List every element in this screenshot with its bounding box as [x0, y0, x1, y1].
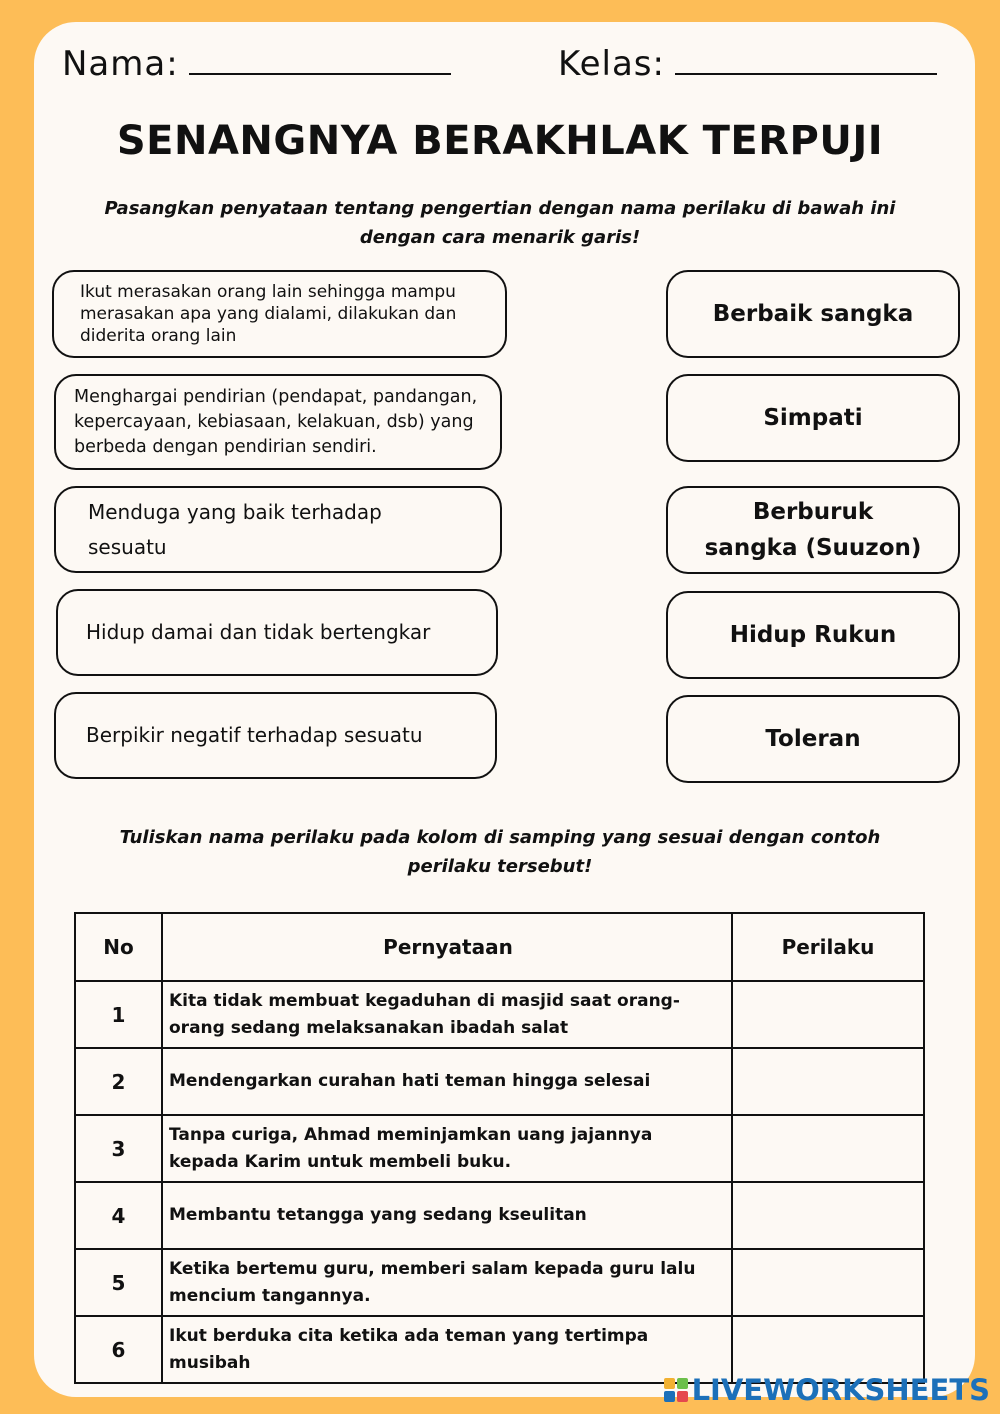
- answer-cell[interactable]: [732, 1115, 924, 1182]
- column-header-no: No: [75, 913, 162, 981]
- term-text: Simpati: [763, 405, 863, 431]
- definition-box-3[interactable]: [54, 486, 502, 573]
- row-number: 4: [75, 1182, 162, 1249]
- definition-text: Berpikir negatif terhadap sesuatu: [86, 723, 423, 747]
- definition-box-1[interactable]: [52, 270, 507, 358]
- definition-box-4[interactable]: [56, 589, 498, 676]
- name-label: Nama:: [62, 44, 179, 84]
- table-row: [75, 1182, 924, 1249]
- term-box-2[interactable]: [666, 374, 960, 462]
- definition-text: Menghargai pendirian (pendapat, pandangan, kepercayaan, kebiasaan, kelakuan, dsb) yang berbeda dengan pendirian sendiri.: [74, 386, 478, 457]
- term-box-5[interactable]: [666, 695, 960, 783]
- table-row: [75, 981, 924, 1048]
- answer-cell[interactable]: [732, 1048, 924, 1115]
- term-text: Berburuk sangka (Suuzon): [704, 499, 922, 561]
- row-statement: Kita tidak membuat kegaduhan di masjid saat orang-orang sedang melaksanakan ibadah salat: [162, 981, 732, 1048]
- row-statement: Mendengarkan curahan hati teman hingga selesai: [162, 1048, 732, 1115]
- column-header-behavior: Perilaku: [732, 913, 924, 981]
- answer-cell[interactable]: [732, 1182, 924, 1249]
- row-statement: Tanpa curiga, Ahmad meminjamkan uang jajannya kepada Karim untuk membeli buku.: [162, 1115, 732, 1182]
- term-box-1[interactable]: [666, 270, 960, 358]
- column-header-statement: Pernyataan: [162, 913, 732, 981]
- liveworksheets-logo-icon: [664, 1378, 688, 1402]
- name-field: [62, 44, 451, 84]
- name-blank-line[interactable]: [189, 51, 451, 75]
- matching-instruction-line-1: Pasangkan penyataan tentang pengertian dengan nama perilaku di bawah ini: [104, 198, 896, 219]
- row-number: 5: [75, 1249, 162, 1316]
- class-label: Kelas:: [558, 44, 665, 84]
- table-row: [75, 1048, 924, 1115]
- class-field: [558, 44, 937, 84]
- term-text: Berbaik sangka: [712, 301, 914, 327]
- term-text: Toleran: [765, 726, 861, 752]
- watermark-text: LIVEWORKSHEETS: [691, 1373, 990, 1407]
- term-text: Hidup Rukun: [729, 622, 897, 648]
- table-instruction-line-1: Tuliskan nama perilaku pada kolom di samping yang sesuai dengan contoh: [119, 827, 881, 848]
- page-title: SENANGNYA BERAKHLAK TERPUJI: [116, 118, 884, 164]
- answer-cell[interactable]: [732, 981, 924, 1048]
- liveworksheets-watermark: [664, 1372, 990, 1408]
- definition-text: Ikut merasakan orang lain sehingga mampu merasakan apa yang dialami, dilakukan dan diderita orang lain: [80, 282, 457, 346]
- row-number: 3: [75, 1115, 162, 1182]
- matching-instruction-line-2: dengan cara menarik garis!: [359, 227, 641, 248]
- answer-cell[interactable]: [732, 1249, 924, 1316]
- behavior-table: [74, 912, 925, 1384]
- table-instruction-line-2: perilaku tersebut!: [407, 856, 593, 877]
- table-instruction: [80, 823, 920, 881]
- row-number: 2: [75, 1048, 162, 1115]
- term-box-4[interactable]: [666, 591, 960, 679]
- definition-text: Menduga yang baik terhadap sesuatu: [88, 499, 382, 559]
- row-number: 6: [75, 1316, 162, 1383]
- definition-text: Hidup damai dan tidak bertengkar: [86, 620, 431, 644]
- row-statement: Membantu tetangga yang sedang kseulitan: [162, 1182, 732, 1249]
- table-row: [75, 1249, 924, 1316]
- table-row: [75, 1115, 924, 1182]
- row-statement: Ketika bertemu guru, memberi salam kepada guru lalu mencium tangannya.: [162, 1249, 732, 1316]
- row-statement: Ikut berduka cita ketika ada teman yang tertimpa musibah: [162, 1316, 732, 1383]
- definition-box-2[interactable]: [54, 374, 502, 470]
- term-box-3[interactable]: [666, 486, 960, 574]
- matching-instruction: [80, 194, 920, 252]
- row-number: 1: [75, 981, 162, 1048]
- class-blank-line[interactable]: [675, 51, 937, 75]
- table-header-row: [75, 913, 924, 981]
- definition-box-5[interactable]: [54, 692, 497, 779]
